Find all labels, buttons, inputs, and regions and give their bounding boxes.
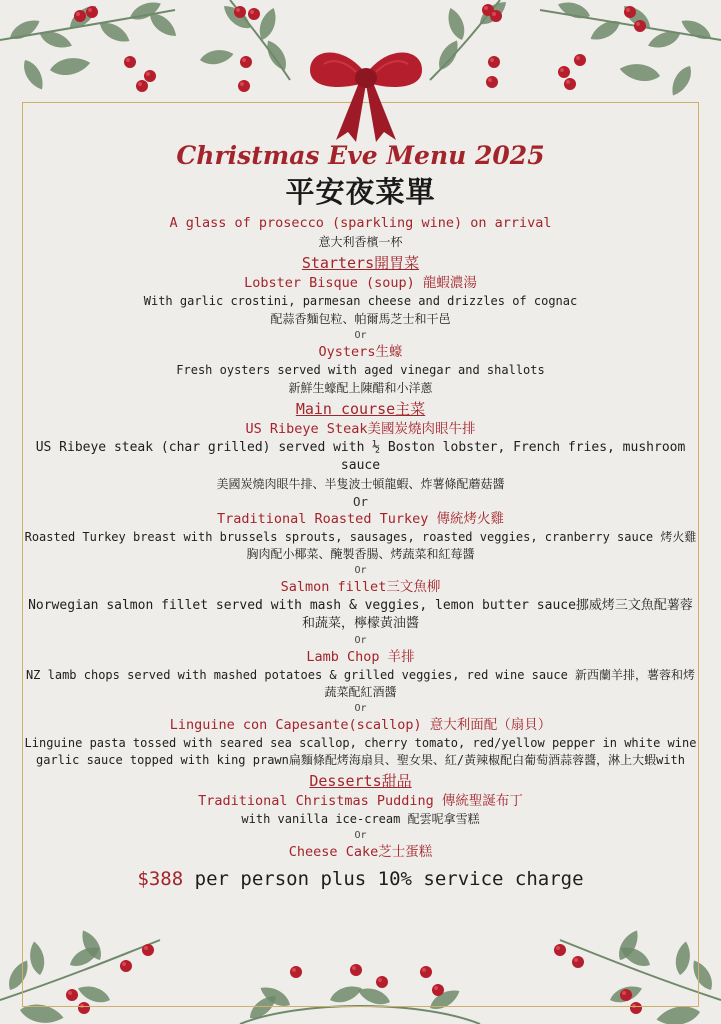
price-amount: $388 — [137, 868, 184, 890]
menu-item-oysters — [24, 343, 697, 397]
menu-item-ribeye-steak — [24, 420, 697, 493]
dish-name: Cheese Cake芝士蛋糕 — [288, 844, 433, 860]
holly-branch-icon — [199, 0, 291, 92]
menu-item-cheese-cake — [24, 843, 697, 862]
or-separator: Or — [354, 830, 367, 841]
dish-name: Lamb Chop 羊排 — [306, 649, 415, 665]
menu-item-christmas-pudding — [24, 792, 697, 828]
price-line — [24, 864, 697, 894]
or-separator: Or — [354, 703, 367, 714]
arrival-drink-chinese: 意大利香檳一杯 — [318, 235, 403, 249]
menu-item-lobster-bisque — [24, 274, 697, 328]
dish-description: Roasted Turkey breast with brussels sprouts, sausages, roasted veggies, cranberry sauce 烤火雞胸肉配小椰菜、醃製香腸、烤蔬菜和紅莓醬 — [24, 530, 697, 561]
menu-item-salmon-fillet — [24, 578, 697, 633]
dish-description-chinese: 新鮮生蠔配上陳醋和小洋蔥 — [288, 381, 433, 395]
holly-branch-icon — [0, 0, 180, 93]
dish-description-chinese: 美國炭燒肉眼牛排、半隻波士頓龍蝦、炸薯條配蘑菇醬 — [216, 477, 505, 491]
menu-item-roasted-turkey — [24, 510, 697, 563]
dish-description: with vanilla ice-cream 配雲呢拿雪糕 — [241, 812, 480, 826]
holly-branch-icon — [430, 0, 510, 88]
dish-name: US Ribeye Steak美國炭燒肉眼牛排 — [245, 421, 476, 437]
arrival-drink: A glass of prosecco (sparkling wine) on arrival — [169, 215, 552, 231]
dish-description-chinese: 配蒜香麵包粒、帕爾馬芝士和干邑 — [270, 312, 451, 326]
dish-description: Fresh oysters served with aged vinegar and shallots — [176, 363, 545, 377]
red-bow-icon — [304, 44, 428, 144]
dish-name: Oysters生蠔 — [318, 344, 403, 360]
dish-description: With garlic crostini, parmesan cheese and drizzles of cognac — [143, 294, 578, 308]
dish-description: Norwegian salmon fillet served with mash & veggies, lemon butter sauce挪威烤三文魚配薯蓉和蔬菜，檸檬黃油醬 — [28, 598, 693, 631]
menu-title: Christmas Eve Menu 2025 — [176, 141, 545, 170]
dish-name: Salmon fillet三文魚柳 — [280, 579, 441, 595]
or-separator: Or — [354, 565, 367, 576]
dish-name: Linguine con Capesante(scallop) 意大利面配（扇貝） — [169, 717, 552, 733]
dish-description: US Ribeye steak (char grilled) served with ½ Boston lobster, French fries, mushroom sauce — [35, 440, 686, 473]
dish-name: Traditional Christmas Pudding 傳統聖誕布丁 — [198, 793, 523, 809]
menu-title-chinese: 平安夜菜單 — [285, 175, 436, 209]
or-separator: Or — [354, 635, 367, 646]
or-separator: Or — [352, 494, 369, 509]
price-description: per person plus 10% service charge — [183, 868, 584, 890]
holly-branch-icon — [540, 0, 721, 99]
section-heading-main-course: Main course主菜 — [295, 400, 426, 418]
dish-name: Traditional Roasted Turkey 傳統烤火雞 — [217, 511, 504, 527]
dish-name: Lobster Bisque (soup) 龍蝦濃湯 — [244, 275, 477, 291]
menu-item-linguine-scallop — [24, 716, 697, 769]
section-heading-starters: Starters開胃菜 — [301, 254, 420, 272]
or-separator: Or — [354, 330, 367, 341]
section-heading-desserts: Desserts甜品 — [309, 772, 412, 790]
menu-item-lamb-chop — [24, 648, 697, 701]
dish-description: Linguine pasta tossed with seared sea scallop, cherry tomato, red/yellow pepper in white wine garlic sauce topped with king prawn扁麵條配烤海扇貝、聖女果、紅/黃辣椒配白葡萄酒蒜蓉醬，淋上大蝦with — [24, 736, 697, 767]
menu-content — [24, 140, 697, 894]
dish-description: NZ lamb chops served with mashed potatoes & grilled veggies, red wine sauce 新西蘭羊排，薯蓉和烤蔬菜配紅酒醬 — [25, 668, 696, 699]
